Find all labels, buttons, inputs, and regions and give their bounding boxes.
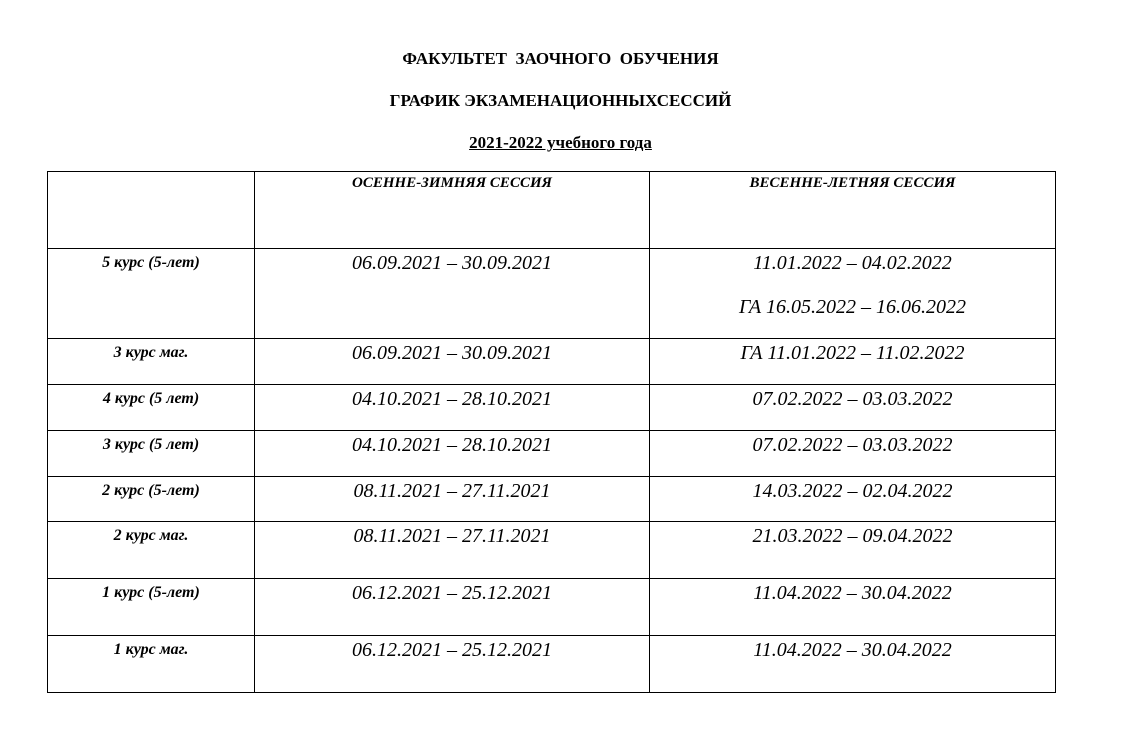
course-cell: 1 курс маг. [48,636,255,693]
schedule-title: ГРАФИК ЭКЗАМЕНАЦИОННЫХСЕССИЙ [389,91,732,110]
spring-dates-cell [650,339,1056,385]
date-range: 11.04.2022 – 30.04.2022 [753,582,952,604]
academic-year: 2021-2022 учебного года [469,133,652,152]
date-range: 06.12.2021 – 25.12.2021 [352,582,552,604]
header-course-cell [48,172,255,249]
date-range: 06.12.2021 – 25.12.2021 [352,639,552,661]
date-range: 04.10.2021 – 28.10.2021 [352,434,552,456]
autumn-dates-cell [255,636,650,693]
course-cell: 3 курс маг. [48,339,255,385]
autumn-dates-cell [255,522,650,579]
header-autumn-session: ОСЕННЕ-ЗИМНЯЯ СЕССИЯ [255,172,650,249]
spring-dates-cell [650,636,1056,693]
date-range: 11.01.2022 – 04.02.2022 [753,252,952,274]
course-cell: 4 курс (5 лет) [48,385,255,431]
course-cell: 3 курс (5 лет) [48,431,255,477]
table-row [48,385,1056,431]
date-range: 08.11.2021 – 27.11.2021 [353,525,551,547]
autumn-dates-cell [255,579,650,636]
autumn-dates-cell [255,431,650,477]
date-range: 06.09.2021 – 30.09.2021 [352,342,552,364]
header-spring-session: ВЕСЕННЕ-ЛЕТНЯЯ СЕССИЯ [650,172,1056,249]
spring-dates-cell [650,249,1056,339]
autumn-dates-cell [255,339,650,385]
table-header-row [48,172,1056,249]
spring-dates-cell [650,385,1056,431]
table-row [48,477,1056,522]
autumn-dates-cell [255,385,650,431]
date-range: 08.11.2021 – 27.11.2021 [353,480,551,502]
date-range: 07.02.2022 – 03.03.2022 [752,388,953,410]
date-range: 04.10.2021 – 28.10.2021 [352,388,552,410]
date-range: 06.09.2021 – 30.09.2021 [352,252,552,274]
spring-dates-cell [650,477,1056,522]
spring-dates-cell [650,522,1056,579]
date-range: ГА 11.01.2022 – 11.02.2022 [740,342,965,364]
course-cell: 5 курс (5-лет) [48,249,255,339]
autumn-dates-cell [255,477,650,522]
course-cell: 2 курс (5-лет) [48,477,255,522]
date-range: ГА 16.05.2022 – 16.06.2022 [738,296,967,318]
exam-schedule-table [47,171,1056,693]
date-range: 07.02.2022 – 03.03.2022 [752,434,953,456]
course-cell: 2 курс маг. [48,522,255,579]
table-row [48,522,1056,579]
date-range: 14.03.2022 – 02.04.2022 [752,480,953,502]
table-row [48,579,1056,636]
date-range: 21.03.2022 – 09.04.2022 [752,525,953,547]
autumn-dates-cell [255,249,650,339]
faculty-title: ФАКУЛЬТЕТ ЗАОЧНОГО ОБУЧЕНИЯ [402,49,719,68]
course-cell: 1 курс (5-лет) [48,579,255,636]
spring-dates-cell [650,579,1056,636]
spring-dates-cell [650,431,1056,477]
table-row [48,249,1056,339]
table-row [48,636,1056,693]
table-row [48,339,1056,385]
table-row [48,431,1056,477]
date-range: 11.04.2022 – 30.04.2022 [753,639,952,661]
